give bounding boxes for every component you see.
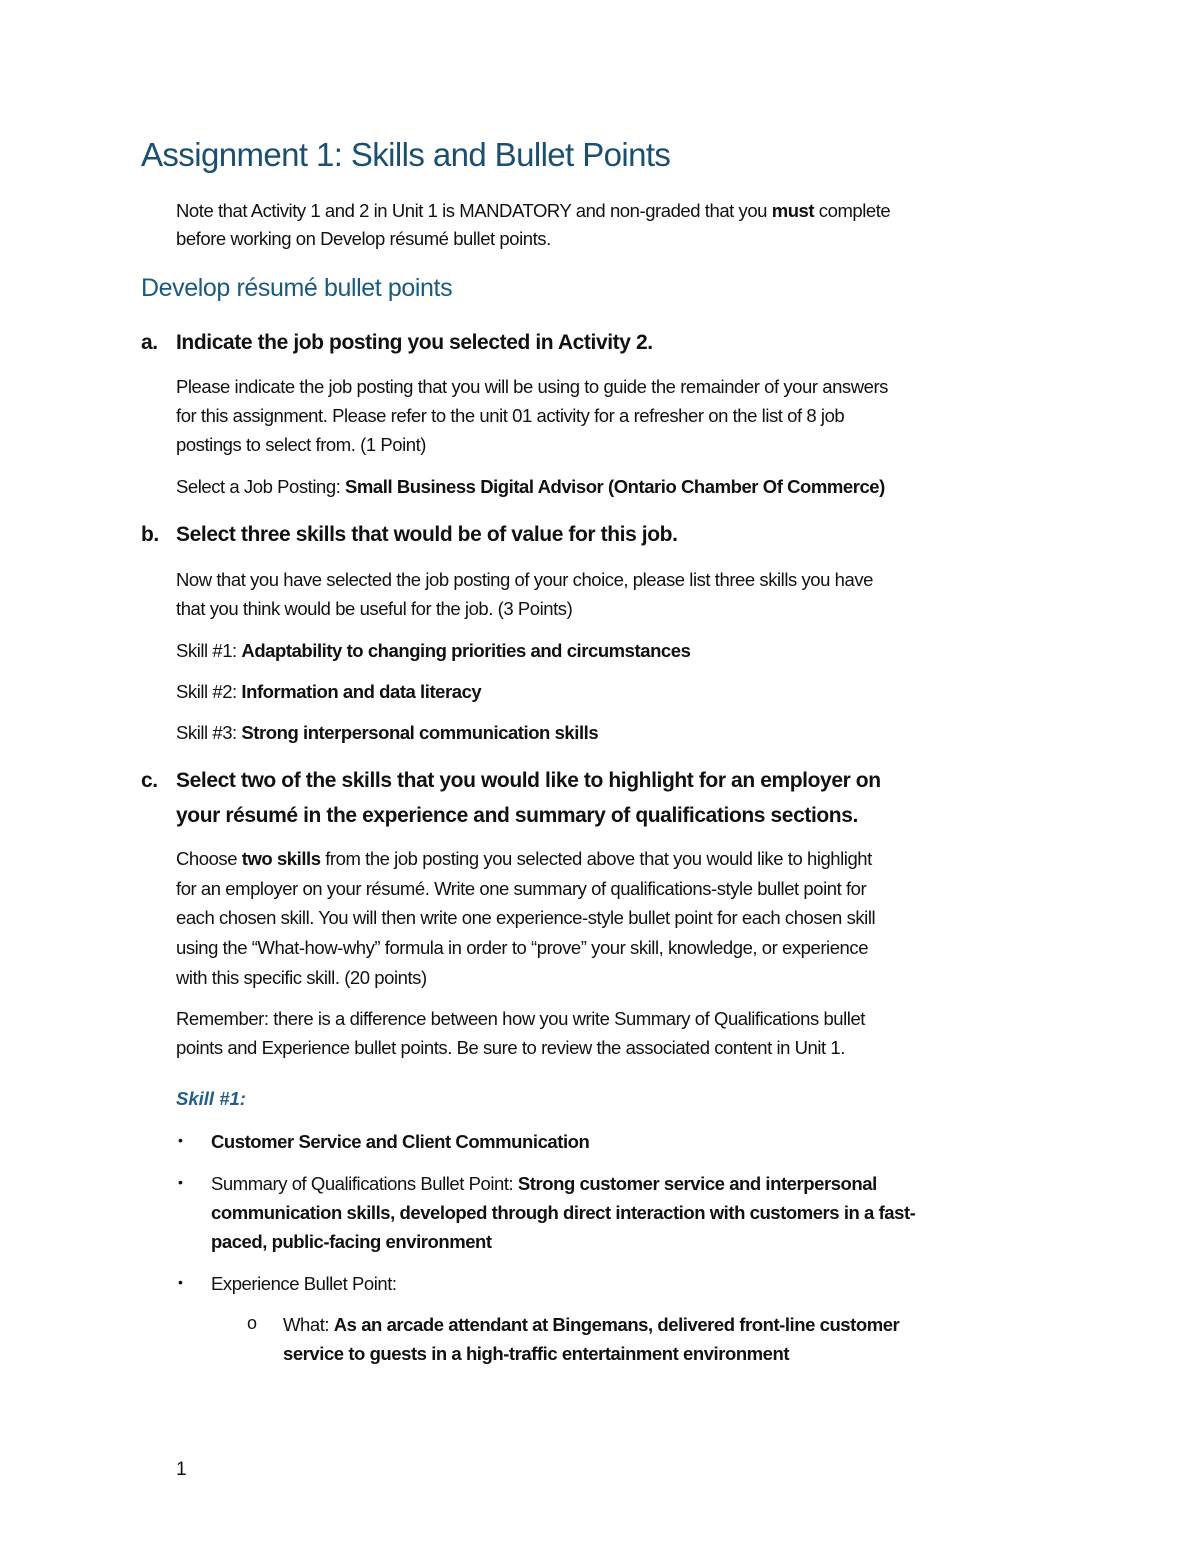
page-number: 1: [176, 1459, 187, 1480]
what-line: service to guests in a high-traffic entertainment environment: [283, 1343, 790, 1364]
question-marker: c.: [141, 769, 158, 792]
paragraph-line: with this specific skill. (20 points): [176, 967, 427, 988]
summary-line: communication skills, developed through direct interaction with customers in a fast-: [211, 1202, 916, 1223]
paragraph-line: Remember: there is a difference between how you write Summary of Qualifications bullet: [176, 1008, 865, 1029]
answer-value: Small Business Digital Advisor (Ontario Chamber Of Commerce): [345, 476, 885, 497]
bullet-icon: •: [178, 1132, 183, 1148]
skill-answer: [176, 680, 481, 704]
paragraph-line: for this assignment. Please refer to the unit 01 activity for a refresher on the list of 8 job: [176, 405, 845, 426]
question-c-heading: Select two of the skills that you would like to highlight for an employer on: [176, 769, 881, 792]
text: from the job posting you selected above that you would like to highlight: [320, 848, 872, 869]
answer-value: As an arcade attendant at Bingemans, delivered front-line customer: [333, 1314, 900, 1335]
paragraph-line: points and Experience bullet points. Be sure to review the associated content in Unit 1.: [176, 1037, 845, 1058]
page-title: Assignment 1: Skills and Bullet Points: [141, 136, 671, 173]
question-marker: a.: [141, 331, 158, 354]
text: Choose: [176, 848, 242, 869]
job-posting-answer: [176, 475, 885, 499]
paragraph-line: postings to select from. (1 Point): [176, 434, 426, 455]
answer-value: Adaptability to changing priorities and circumstances: [241, 640, 691, 661]
answer-value: Information and data literacy: [241, 681, 482, 702]
circle-bullet-icon: o: [247, 1313, 258, 1333]
skill-name: Customer Service and Client Communication: [211, 1131, 590, 1152]
answer-value: Strong interpersonal communication skills: [241, 722, 599, 743]
paragraph-line: each chosen skill. You will then write one experience-style bullet point for each chosen skill: [176, 907, 876, 928]
question-a-heading: Indicate the job posting you selected in Activity 2.: [176, 331, 653, 354]
question-c-heading: your résumé in the experience and summary of qualifications sections.: [176, 804, 858, 827]
note-text: Note that Activity 1 and 2 in Unit 1 is MANDATORY and non-graded that you: [176, 200, 772, 221]
answer-value: Strong customer service and interpersonal: [517, 1173, 877, 1194]
answer-label: Select a Job Posting:: [176, 476, 346, 497]
note-line: before working on Develop résumé bullet points.: [176, 228, 551, 249]
answer-label: Skill #2:: [176, 681, 242, 702]
answer-label: What:: [283, 1314, 334, 1335]
paragraph-line: Now that you have selected the job posting of your choice, please list three skills you have: [176, 569, 873, 590]
answer-label: Skill #1:: [176, 640, 242, 661]
skill-1-heading: Skill #1:: [176, 1088, 246, 1109]
summary-line: paced, public-facing environment: [211, 1231, 492, 1252]
note-line: [176, 199, 890, 223]
question-b-heading: Select three skills that would be of value for this job.: [176, 523, 678, 546]
paragraph-line: that you think would be useful for the job. (3 Points): [176, 598, 573, 619]
summary-line: [211, 1172, 877, 1196]
emphasis: two skills: [241, 848, 321, 869]
section-heading: Develop résumé bullet points: [141, 274, 453, 302]
what-line: [283, 1313, 899, 1337]
paragraph-line: for an employer on your résumé. Write one summary of qualifications-style bullet point for: [176, 878, 867, 899]
answer-label: Skill #3:: [176, 722, 242, 743]
answer-label: Summary of Qualifications Bullet Point:: [211, 1173, 518, 1194]
bullet-icon: •: [178, 1174, 183, 1190]
skill-answer: [176, 639, 690, 663]
experience-label: Experience Bullet Point:: [211, 1273, 397, 1294]
paragraph-line: using the “What-how-why” formula in order to “prove” your skill, knowledge, or experience: [176, 937, 869, 958]
question-marker: b.: [141, 523, 159, 546]
skill-answer: [176, 721, 598, 745]
paragraph-line: [176, 847, 872, 871]
note-emphasis: must: [771, 200, 815, 221]
bullet-icon: •: [178, 1274, 183, 1290]
paragraph-line: Please indicate the job posting that you will be using to guide the remainder of your answers: [176, 376, 888, 397]
note-text: complete: [814, 200, 891, 221]
